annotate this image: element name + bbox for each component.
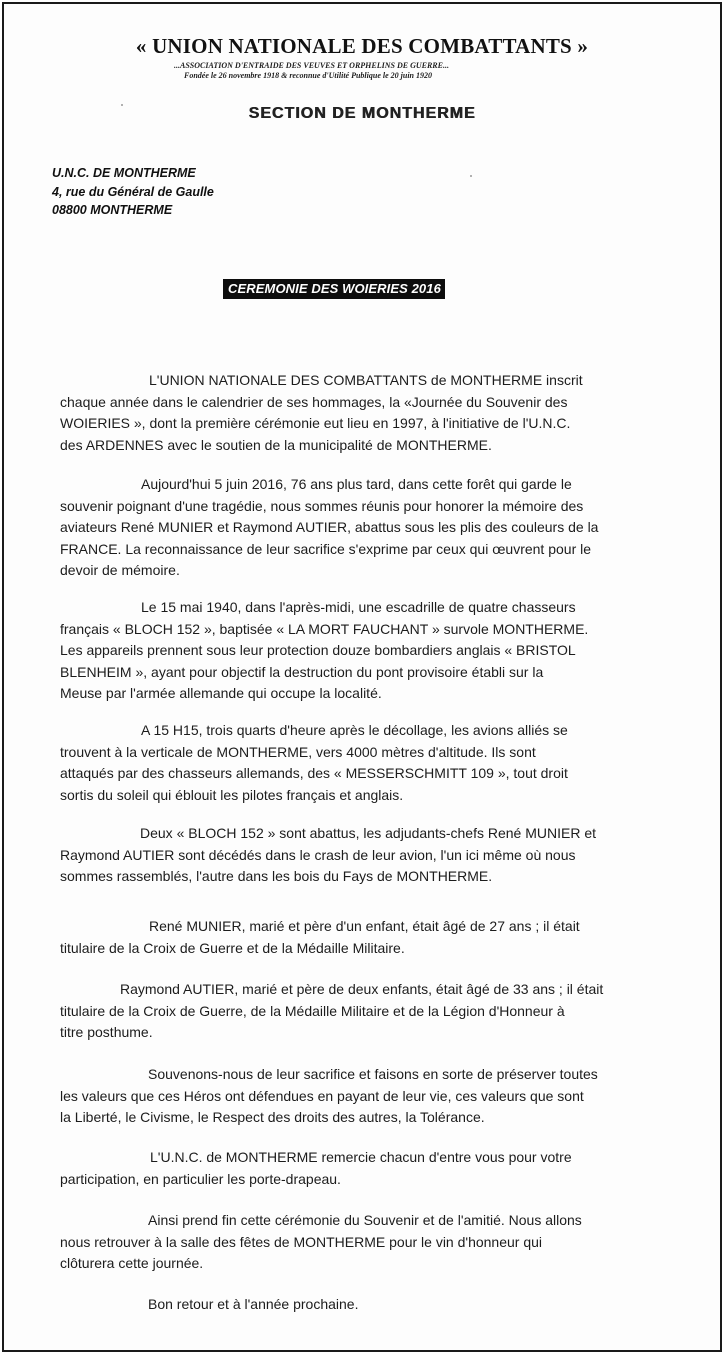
document-page — [2, 2, 722, 1352]
text-line: BLENHEIM », ayant pour objectif la destruction du pont provisoire établi sur la — [60, 663, 544, 680]
paragraph-farewell — [60, 1294, 660, 1316]
text-line: la Liberté, le Civisme, le Respect des droits des autres, la Tolérance. — [60, 1109, 485, 1125]
association-subtitle: ...ASSOCIATION D'ENTRAIDE DES VEUVES ET ORPHELINS DE GUERRE... — [174, 61, 449, 70]
text-line: WOIERIES », dont la première cérémonie eut lieu en 1997, à l'initiative de l'U.N.C. — [60, 415, 571, 431]
org-title: « UNION NATIONALE DES COMBATTANTS » — [135, 34, 589, 58]
text-line: chaque année dans le calendrier de ses hommages, la «Journée du Souvenir des — [60, 393, 568, 410]
text-line: attaqués par des chasseurs allemands, des « MESSERSCHMITT 109 », tout droit — [60, 765, 568, 781]
text-line: Les appareils prennent sous leur protection douze bombardiers anglais « BRISTOL — [60, 642, 576, 658]
text-line: aviateurs René MUNIER et Raymond AUTIER, abattus sous les plis des couleurs de la — [60, 519, 599, 535]
text-line: Deux « BLOCH 152 » sont abattus, les adjudants-chefs René MUNIER et — [140, 825, 597, 841]
text-line: Le 15 mai 1940, dans l'après-midi, une escadrille de quatre chasseurs — [141, 599, 576, 615]
text-line: Raymond AUTIER sont décédés dans le crash de leur avion, l'un ici même où nous — [60, 846, 576, 863]
address-line-2: 4, rue du Général de Gaulle — [52, 185, 214, 199]
text-line: titulaire de la Croix de Guerre et de la Médaille Militaire. — [60, 939, 405, 956]
text-line: les valeurs que ces Héros ont défendues en payant de leur vie, ces valeurs que sont — [60, 1087, 584, 1104]
text-line: devoir de mémoire. — [60, 562, 180, 578]
text-line: titulaire de la Croix de Guerre, de la Médaille Militaire et de la Légion d'Honneur à — [60, 1002, 565, 1019]
address-line-1: U.N.C. DE MONTHERME — [52, 166, 196, 180]
section-title: SECTION DE MONTHERME — [248, 105, 476, 122]
paragraph-may-1940 — [60, 597, 660, 705]
text-line: trouvent à la verticale de MONTHERME, vers 4000 mètres d'altitude. Ils sont — [60, 743, 536, 760]
text-line: titre posthume. — [60, 1024, 153, 1040]
text-line: clôturera cette journée. — [60, 1255, 204, 1271]
text-line: Ainsi prend fin cette cérémonie du Souvenir et de l'amitié. Nous allons — [148, 1212, 582, 1228]
paragraph-thanks — [60, 1147, 660, 1190]
text-line: Bon retour et à l'année prochaine. — [148, 1296, 359, 1312]
text-line: A 15 H15, trois quarts d'heure après le décollage, les avions alliés se — [141, 722, 568, 738]
text-line: Raymond AUTIER, marié et père de deux enfants, était âgé de 33 ans ; il était — [120, 981, 604, 997]
text-line: participation, en particulier les porte-drapeau. — [60, 1170, 341, 1187]
text-line: Souvenons-nous de leur sacrifice et faisons en sorte de préserver toutes — [148, 1066, 598, 1082]
ceremony-title-banner: CEREMONIE DES WOIERIES 2016 — [223, 279, 445, 299]
paragraph-closing — [60, 1210, 660, 1275]
text-line: français « BLOCH 152 », baptisée « LA MORT FAUCHANT » survole MONTHERME. — [60, 620, 589, 637]
text-line: Aujourd'hui 5 juin 2016, 76 ans plus tard, dans cette forêt qui garde le — [141, 476, 572, 492]
text-line: FRANCE. La reconnaissance de leur sacrifice s'exprime par ceux qui œuvrent pour le — [60, 540, 592, 557]
founded-line: Fondée le 26 novembre 1918 & reconnue d'Utilité Publique le 20 juin 1920 — [184, 71, 432, 80]
text-line: L'U.N.C. de MONTHERME remercie chacun d'entre vous pour votre — [150, 1149, 572, 1165]
scan-speck — [121, 104, 123, 106]
text-line: sommes rassemblés, l'autre dans les bois du Fays de MONTHERME. — [60, 868, 493, 884]
text-line: René MUNIER, marié et père d'un enfant, était âgé de 27 ans ; il était — [149, 918, 580, 934]
scan-speck — [470, 175, 472, 177]
text-line: L'UNION NATIONALE DES COMBATTANTS de MONTHERME inscrit — [149, 372, 583, 388]
paragraph-attack — [60, 720, 660, 806]
text-line: nous retrouver à la salle des fêtes de MONTHERME pour le vin d'honneur qui — [60, 1233, 543, 1250]
text-line: souvenir poignant d'une tragédie, nous sommes réunis pour honorer la mémoire des — [60, 497, 584, 514]
text-line: sortis du soleil qui éblouit les pilotes français et anglais. — [60, 786, 404, 803]
text-line: des ARDENNES avec le soutien de la municipalité de MONTHERME. — [60, 436, 492, 453]
paragraph-crash — [60, 823, 660, 888]
text-line: Meuse par l'armée allemande qui occupe la localité. — [60, 685, 382, 701]
paragraph-autier — [60, 979, 660, 1044]
paragraph-today — [60, 474, 660, 582]
paragraph-munier — [60, 916, 660, 959]
paragraph-intro — [60, 370, 660, 456]
paragraph-remember — [60, 1064, 660, 1129]
address-line-3: 08800 MONTHERME — [52, 203, 173, 217]
